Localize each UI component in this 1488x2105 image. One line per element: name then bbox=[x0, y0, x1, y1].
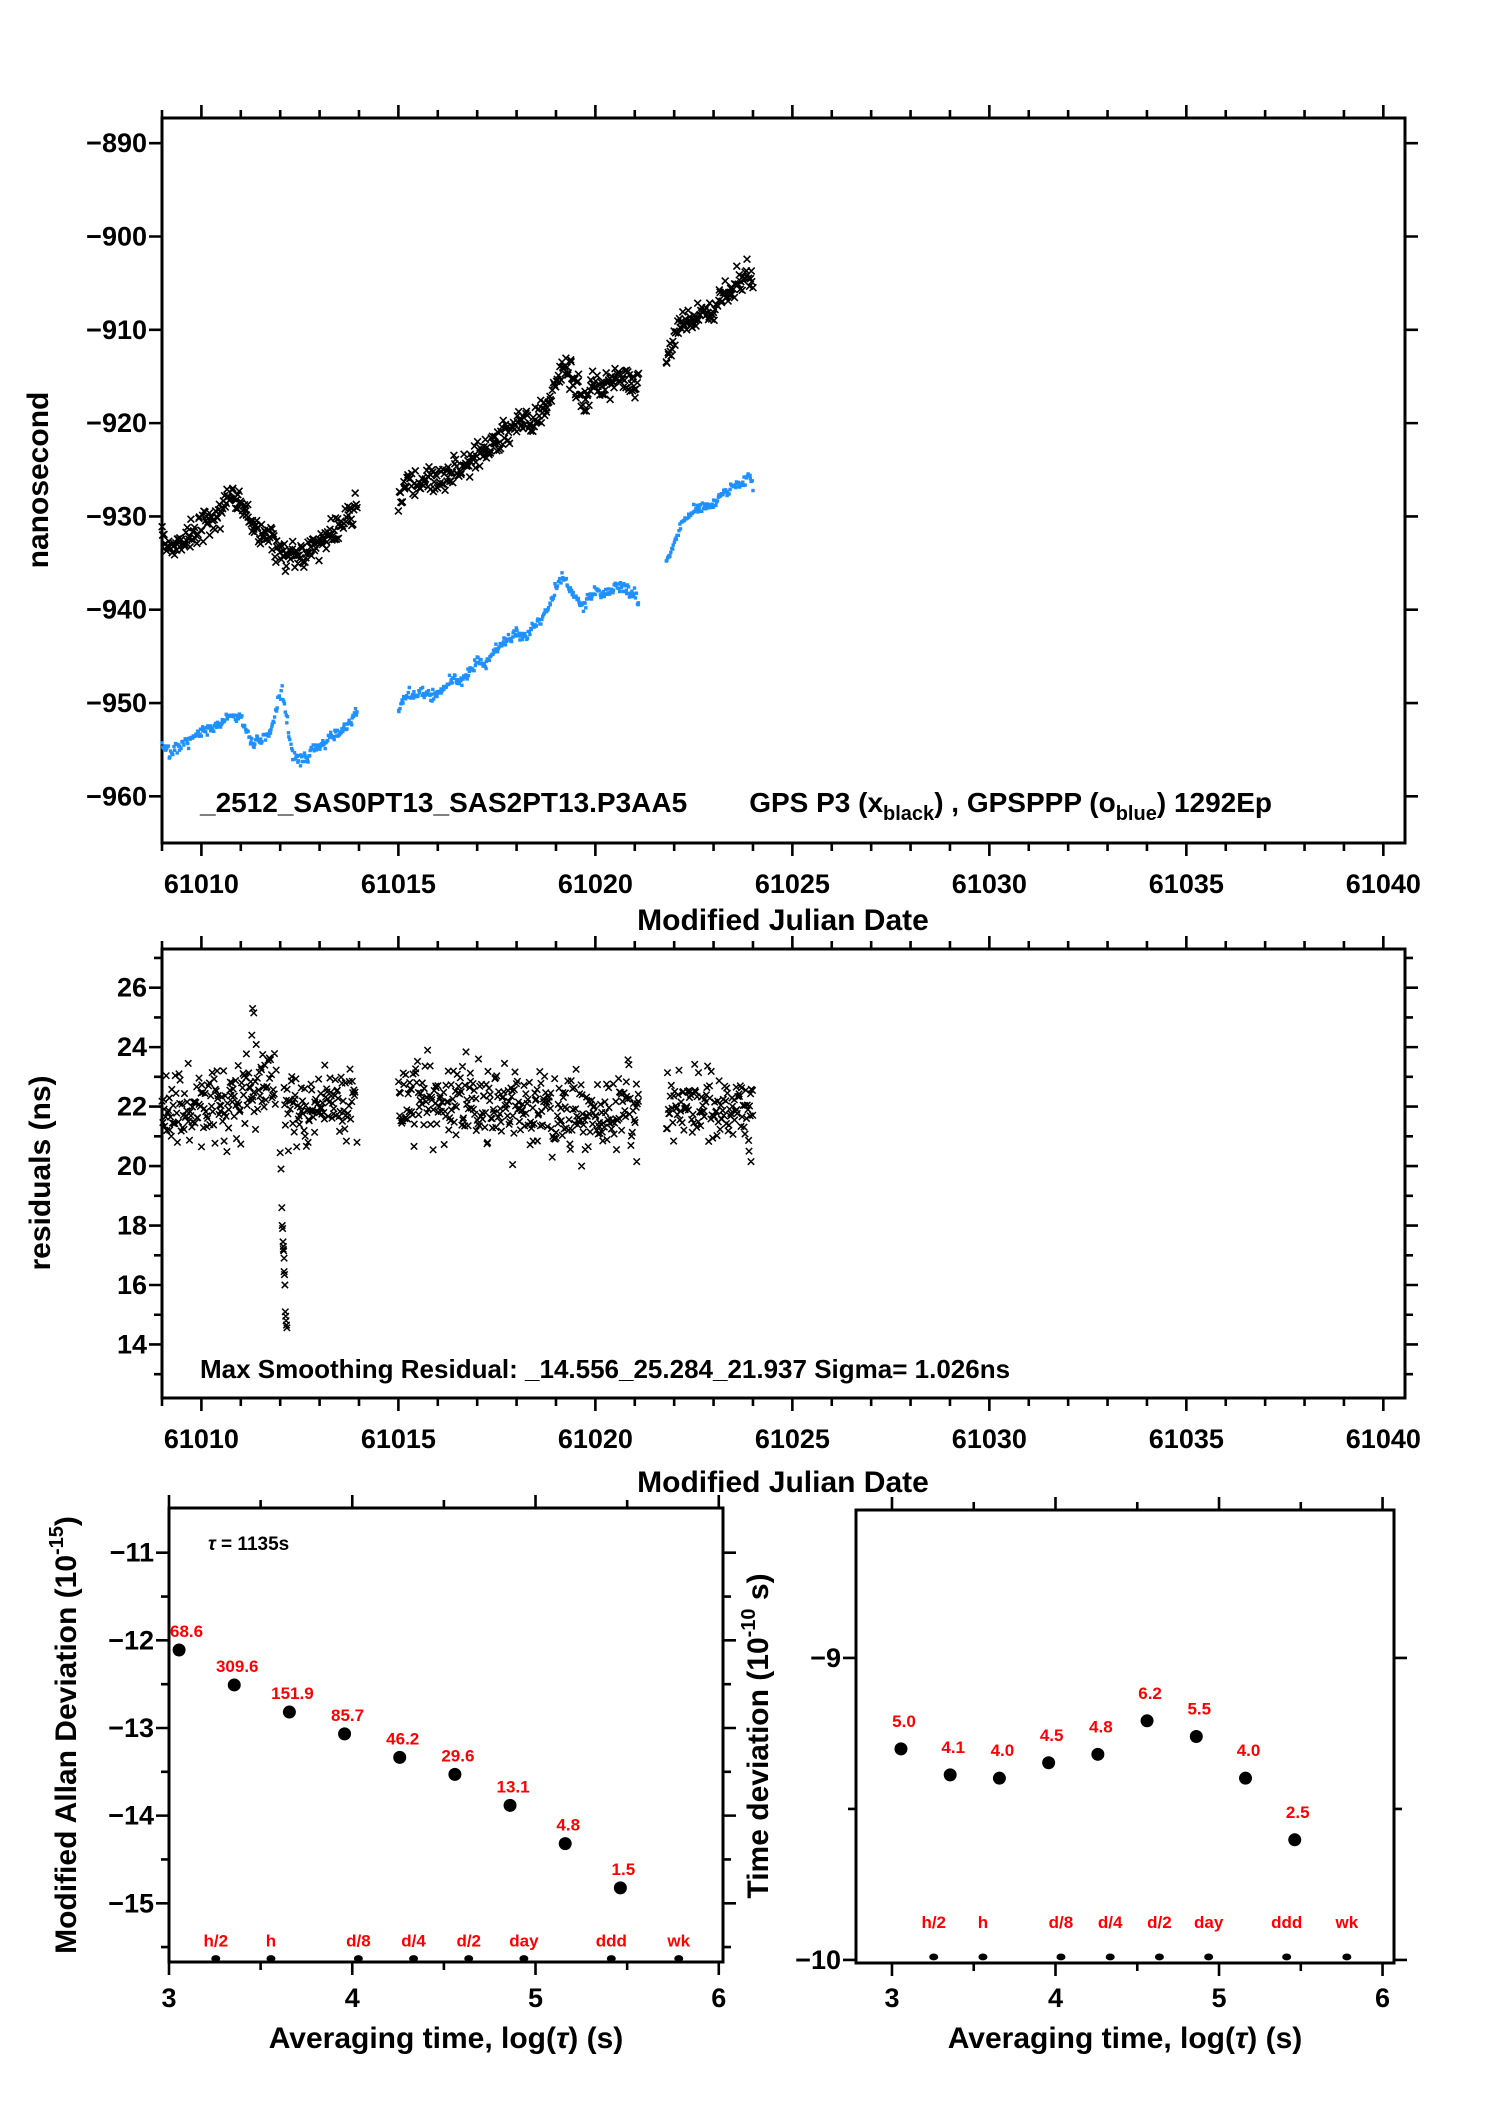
mdev-tau-ref-dot bbox=[354, 1955, 363, 1962]
residuals-ytick-label: 18 bbox=[116, 1210, 147, 1241]
mdev-tau-ref-dot bbox=[409, 1955, 418, 1962]
phase-xtick-label: 61030 bbox=[951, 869, 1027, 899]
residuals-ytick-label: 20 bbox=[116, 1151, 147, 1182]
tdev-data-point bbox=[1190, 1730, 1203, 1743]
tdev-value-label: 6.2 bbox=[1138, 1683, 1162, 1703]
tdev-tau-ref-dot bbox=[1204, 1954, 1213, 1961]
residuals-xtick-label: 61040 bbox=[1345, 1424, 1421, 1454]
tdev-tau-ref-label: h bbox=[977, 1912, 989, 1932]
mdev-xaxis-title: Averaging time, log(τ) (s) bbox=[268, 2022, 624, 2055]
mdev-tau-ref-label: ddd bbox=[595, 1931, 627, 1951]
mdev-value-label: 1.5 bbox=[611, 1859, 636, 1879]
residuals-ytick-label: 26 bbox=[116, 972, 147, 1003]
tdev-xaxis-title: Averaging time, log(τ) (s) bbox=[947, 2022, 1303, 2055]
tdev-value-label: 2.5 bbox=[1285, 1802, 1310, 1822]
mdev-tau-ref-label: d/4 bbox=[401, 1931, 426, 1951]
mdev-ytick-label: −12 bbox=[108, 1625, 154, 1656]
tdev-value-label: 4.8 bbox=[1089, 1717, 1113, 1737]
tdev-data-point bbox=[1042, 1756, 1055, 1769]
mdev-axis-ticks bbox=[156, 1495, 736, 1975]
phase-plot-panel bbox=[86, 105, 1421, 899]
tdev-tau-ref-label: ddd bbox=[1271, 1912, 1303, 1932]
tdev-data-point bbox=[944, 1768, 957, 1781]
residuals-xaxis-title: Modified Julian Date bbox=[637, 1466, 929, 1499]
mdev-tau-ref-label: day bbox=[509, 1931, 539, 1951]
mdev-value-label: 85.7 bbox=[331, 1705, 365, 1725]
phase-yaxis-title: nanosecond bbox=[22, 391, 55, 569]
tdev-xtick-label: 3 bbox=[884, 1983, 900, 2013]
phase-panel-title: _2512_SAS0PT13_SAS2PT13.P3AA5 GPS P3 $(x_{black})$ , GPSPPP $(o_{blue})$ 1292Ep bbox=[200, 787, 1273, 825]
residuals-ytick-label: 24 bbox=[116, 1032, 147, 1063]
residuals-ytick-label: 14 bbox=[116, 1329, 147, 1360]
residuals-axis-ticks bbox=[149, 936, 1418, 1411]
mdev-tau-ref-label: h bbox=[265, 1931, 277, 1951]
phase-axis-ticks bbox=[149, 105, 1418, 856]
tdev-value-label: 5.0 bbox=[892, 1711, 916, 1731]
tdev-value-label: 4.0 bbox=[990, 1741, 1015, 1761]
mdev-value-label: 4.8 bbox=[556, 1815, 581, 1835]
residuals-xtick-label: 61030 bbox=[951, 1424, 1027, 1454]
mdev-value-label: 68.6 bbox=[170, 1621, 204, 1641]
tdev-value-label: 4.1 bbox=[941, 1737, 966, 1757]
mdev-tau-ref-label: wk bbox=[667, 1931, 691, 1951]
mdev-tau-ref-label: h/2 bbox=[203, 1931, 229, 1951]
mdev-tau-ref-dot bbox=[674, 1955, 683, 1962]
residuals-xtick-label: 61035 bbox=[1148, 1424, 1224, 1454]
tdev-xtick-label: 5 bbox=[1211, 1983, 1227, 2013]
mdev-ytick-label: −14 bbox=[108, 1800, 154, 1831]
phase-xtick-label: 61020 bbox=[557, 869, 633, 899]
mdev-tau-ref-dot bbox=[266, 1955, 275, 1962]
tdev-tau-ref-label: h/2 bbox=[921, 1912, 947, 1932]
phase-ytick-label: −910 bbox=[86, 314, 147, 345]
tdev-tau-ref-dot bbox=[1056, 1954, 1065, 1961]
residuals-xtick-label: 61015 bbox=[360, 1424, 436, 1454]
residuals-plot-border bbox=[162, 949, 1405, 1398]
tdev-tau-ref-dot bbox=[1342, 1954, 1351, 1961]
tdev-ytick-label: −10 bbox=[795, 1944, 841, 1975]
mdev-tau-ref-label: d/8 bbox=[346, 1931, 371, 1951]
mdev-data-point bbox=[173, 1643, 186, 1656]
mdev-value-label: 309.6 bbox=[215, 1656, 259, 1676]
mdev-tau-ref-dot bbox=[519, 1955, 528, 1962]
mdev-data-point bbox=[448, 1768, 461, 1781]
tdev-tau-ref-label: d/2 bbox=[1147, 1912, 1172, 1932]
mdev-data-point bbox=[338, 1727, 351, 1740]
mdev-tau-ref-dot bbox=[464, 1955, 473, 1962]
phase-xtick-label: 61040 bbox=[1345, 869, 1421, 899]
tdev-value-label: 5.5 bbox=[1187, 1699, 1212, 1719]
tdev-axis-ticks bbox=[843, 1497, 1407, 1976]
tdev-tau-ref-dot bbox=[1155, 1954, 1164, 1961]
residuals-scatter bbox=[159, 1005, 756, 1331]
mdev-ytick-label: −11 bbox=[109, 1537, 154, 1568]
tdev-tau-ref-label: wk bbox=[1335, 1912, 1359, 1932]
tdev-tau-ref-label: d/4 bbox=[1097, 1912, 1123, 1932]
tdev-tau-ref-dot bbox=[1106, 1954, 1115, 1961]
mdev-value-label: 46.2 bbox=[386, 1729, 420, 1749]
tdev-ytick-label: −9 bbox=[810, 1642, 841, 1673]
tdev-data-point bbox=[1239, 1772, 1252, 1785]
mdev-yaxis-title: Modified Allan Deviation $(10^{-15})$ bbox=[46, 1516, 83, 1954]
tdev-value-label: 4.5 bbox=[1039, 1725, 1064, 1745]
residuals-annotation: Max Smoothing Residual: _14.556_25.284_21.937 Sigma= 1.026ns bbox=[200, 1354, 1011, 1384]
phase-series-gps-p3 bbox=[159, 256, 757, 575]
tdev-value-label: 4.0 bbox=[1236, 1741, 1261, 1761]
mdev-data-point bbox=[283, 1706, 296, 1719]
tdev-plot-panel bbox=[795, 1497, 1407, 2013]
tdev-data-point bbox=[1288, 1833, 1301, 1846]
mdev-xtick-label: 3 bbox=[161, 1983, 177, 2013]
mdev-plot-border bbox=[169, 1508, 723, 1962]
phase-xtick-label: 61035 bbox=[1148, 869, 1224, 899]
mdev-tau-ref-label: d/2 bbox=[456, 1931, 482, 1951]
tdev-plot-border bbox=[856, 1510, 1394, 1963]
mdev-value-label: 13.1 bbox=[496, 1777, 530, 1797]
mdev-data-point bbox=[228, 1678, 241, 1691]
residuals-ytick-label: 22 bbox=[116, 1091, 147, 1122]
mdev-plot-panel bbox=[108, 1495, 736, 2013]
phase-xtick-label: 61025 bbox=[754, 869, 830, 899]
tdev-tau-ref-dot bbox=[1282, 1954, 1291, 1961]
phase-xaxis-title: Modified Julian Date bbox=[637, 904, 929, 937]
tdev-data-point bbox=[1091, 1748, 1104, 1761]
mdev-data-point bbox=[393, 1751, 406, 1764]
mdev-value-label: 151.9 bbox=[271, 1684, 314, 1704]
tdev-data-point bbox=[993, 1772, 1006, 1785]
tdev-data-point bbox=[894, 1742, 907, 1755]
phase-xtick-label: 61015 bbox=[360, 869, 436, 899]
mdev-data-point bbox=[614, 1881, 627, 1894]
tdev-yaxis-title: Time deviation ($10^{-10}$ s) bbox=[738, 1573, 775, 1899]
tdev-tau-ref-dot bbox=[978, 1954, 987, 1961]
phase-ytick-label: −950 bbox=[86, 688, 147, 719]
residuals-ytick-label: 16 bbox=[116, 1270, 147, 1301]
phase-ytick-label: −930 bbox=[86, 501, 147, 532]
tdev-data-point bbox=[1141, 1714, 1154, 1727]
phase-ytick-label: −940 bbox=[86, 594, 147, 625]
mdev-xtick-label: 5 bbox=[528, 1983, 544, 2013]
tdev-tau-ref-dot bbox=[929, 1954, 938, 1961]
mdev-tau-ref-dot bbox=[211, 1955, 220, 1962]
tdev-xtick-label: 6 bbox=[1375, 1983, 1391, 2013]
phase-plot-border bbox=[162, 118, 1405, 843]
phase-ytick-label: −960 bbox=[86, 781, 147, 812]
mdev-tau-ref-dot bbox=[607, 1955, 616, 1962]
tdev-tau-ref-label: day bbox=[1193, 1912, 1224, 1932]
residuals-xtick-label: 61010 bbox=[163, 1424, 239, 1454]
mdev-data-point bbox=[559, 1837, 572, 1850]
mdev-value-label: 29.6 bbox=[441, 1746, 475, 1766]
residuals-yaxis-title: residuals (ns) bbox=[24, 1075, 57, 1271]
mdev-ytick-label: −13 bbox=[108, 1712, 154, 1743]
tdev-tau-ref-label: d/8 bbox=[1048, 1912, 1074, 1932]
phase-ytick-label: −890 bbox=[86, 128, 147, 159]
tdev-xtick-label: 4 bbox=[1047, 1983, 1064, 2013]
mdev-xtick-label: 6 bbox=[711, 1983, 727, 2013]
mdev-xtick-label: 4 bbox=[344, 1983, 360, 2013]
mdev-ytick-label: −15 bbox=[108, 1888, 154, 1919]
phase-ytick-label: −900 bbox=[86, 221, 147, 252]
mdev-tau-note: τ = 1135s bbox=[208, 1534, 290, 1555]
residuals-xtick-label: 61020 bbox=[557, 1424, 633, 1454]
mdev-data-point bbox=[504, 1799, 517, 1812]
phase-xtick-label: 61010 bbox=[163, 869, 239, 899]
residuals-xtick-label: 61025 bbox=[754, 1424, 830, 1454]
phase-ytick-label: −920 bbox=[86, 408, 147, 439]
